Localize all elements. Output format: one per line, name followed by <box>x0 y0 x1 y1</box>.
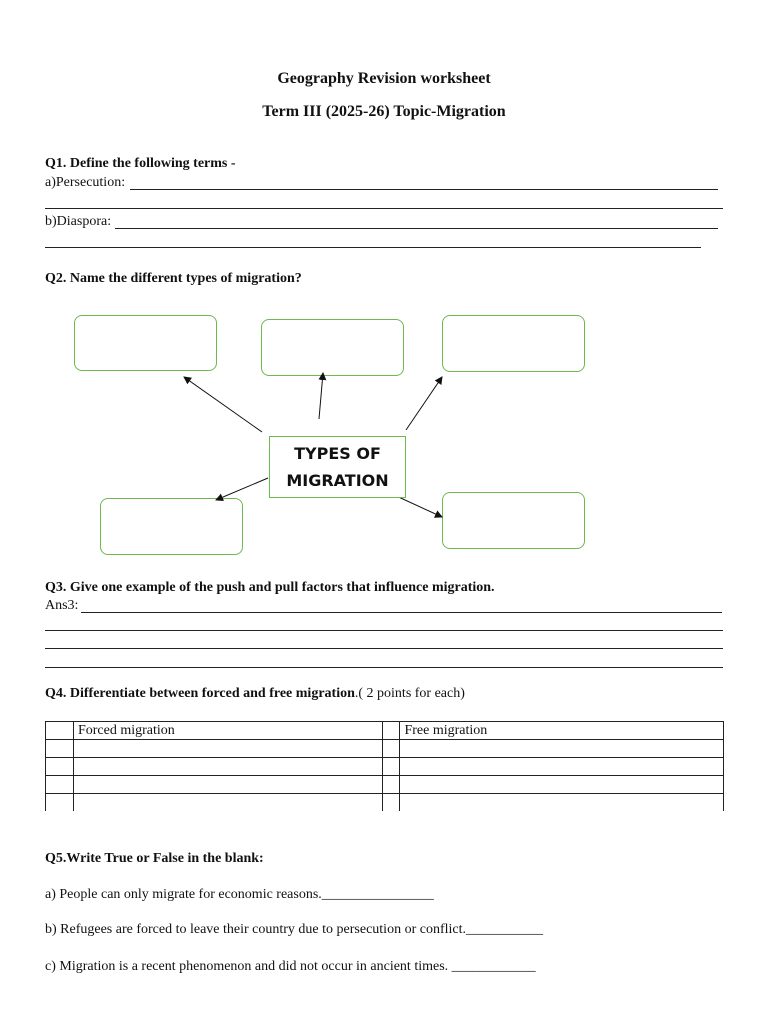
q5-question: Q5.Write True or False in the blank: <box>45 851 264 866</box>
forced-migration-header: Forced migration <box>73 722 383 740</box>
q5-item-c[interactable]: c) Migration is a recent phenomenon and did not occur in ancient times. ____________ <box>45 959 536 974</box>
q3-answer-line-2[interactable] <box>45 630 723 631</box>
q5-item-b[interactable]: b) Refugees are forced to leave their country due to persecution or conflict.___________ <box>45 922 543 937</box>
q3-answer-line-4[interactable] <box>45 667 723 668</box>
q3-answer-line-1[interactable] <box>81 612 722 613</box>
forced-free-table <box>45 721 724 811</box>
center-line-1: TYPES OF <box>294 444 381 463</box>
table-header-row <box>46 722 724 740</box>
table-cell[interactable] <box>400 794 724 812</box>
arrow-to-top-right <box>406 377 442 430</box>
table-cell[interactable] <box>46 776 74 794</box>
q3-answer-line-3[interactable] <box>45 648 723 649</box>
q4-note: .( 2 points for each) <box>354 686 465 701</box>
table-cell[interactable] <box>383 758 400 776</box>
table-cell[interactable] <box>383 740 400 758</box>
types-of-migration-box <box>269 436 406 498</box>
center-line-2: MIGRATION <box>286 471 389 490</box>
table-cell[interactable] <box>400 740 724 758</box>
arrow-to-bottom-left <box>216 478 268 500</box>
table-header-cell <box>383 722 400 740</box>
table-row <box>46 776 724 794</box>
q1-b-label: b)Diaspora: <box>45 214 112 229</box>
arrow-to-top-left <box>184 377 262 432</box>
table-header-cell <box>46 722 74 740</box>
q4-question: Q4. Differentiate between forced and free migration <box>45 686 355 701</box>
table-cell[interactable] <box>73 740 383 758</box>
q4-heading <box>45 686 465 702</box>
q5-item-a[interactable]: a) People can only migrate for economic reasons.________________ <box>45 887 434 902</box>
table-cell[interactable] <box>46 758 74 776</box>
table-cell[interactable] <box>73 758 383 776</box>
q1-a-label: a)Persecution: <box>45 175 126 190</box>
table-cell[interactable] <box>73 776 383 794</box>
worksheet-title: Geography Revision worksheet <box>277 70 491 87</box>
arrow-to-top-middle <box>319 373 323 419</box>
table-cell[interactable] <box>400 776 724 794</box>
q3-ans-label: Ans3: <box>45 598 79 613</box>
table-row <box>46 794 724 812</box>
q3-question: Q3. Give one example of the push and pull factors that influence migration. <box>45 580 495 595</box>
q1-question: Q1. Define the following terms - <box>45 156 236 171</box>
table-cell[interactable] <box>73 794 383 812</box>
table-row <box>46 758 724 776</box>
worksheet-subtitle: Term III (2025-26) Topic-Migration <box>262 103 506 120</box>
table-cell[interactable] <box>46 740 74 758</box>
q2-question: Q2. Name the different types of migration? <box>45 271 302 286</box>
table-cell[interactable] <box>383 794 400 812</box>
table-row <box>46 740 724 758</box>
table-cell[interactable] <box>46 794 74 812</box>
table-cell[interactable] <box>383 776 400 794</box>
free-migration-header: Free migration <box>400 722 724 740</box>
table-cell[interactable] <box>400 758 724 776</box>
